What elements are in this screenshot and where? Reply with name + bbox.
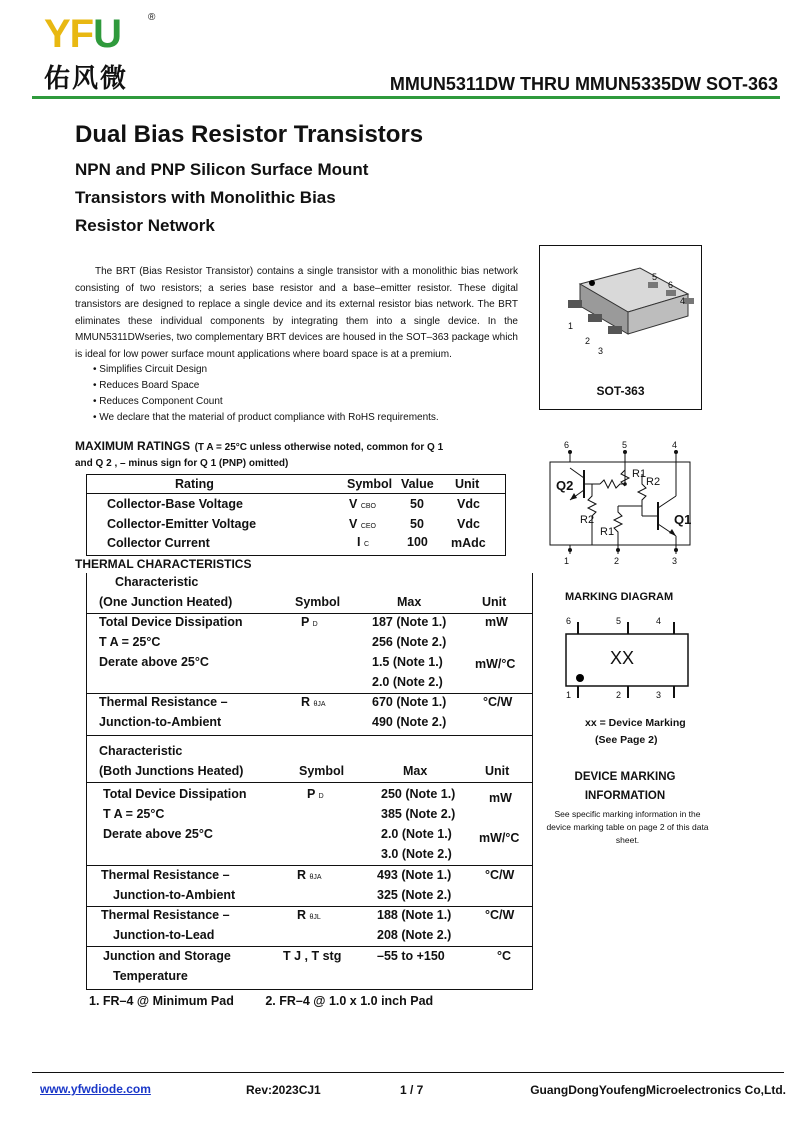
characteristic-cell: Junction-to-Ambient xyxy=(99,715,222,729)
feature-list xyxy=(93,362,533,426)
unit-cell: mW/°C xyxy=(475,657,516,671)
pin-label: 2 xyxy=(614,556,620,566)
rating-cell: Collector-Emitter Voltage xyxy=(107,517,257,531)
unit-cell: mW/°C xyxy=(479,831,520,845)
max-cell: 187 (Note 1.) xyxy=(372,615,447,629)
package-box xyxy=(539,245,702,410)
footer-company: GuangDongYoufengMicroelectronics Co,Ltd. xyxy=(530,1083,786,1097)
marking-code: XX xyxy=(610,648,635,668)
characteristic-cell: Junction-to-Ambient xyxy=(113,888,236,902)
characteristic-cell: T A = 25°C xyxy=(99,635,161,649)
max-cell: 490 (Note 2.) xyxy=(372,715,447,729)
pin-label: 1 xyxy=(564,556,570,566)
thermal-heading: THERMAL CHARACTERISTICS xyxy=(75,557,252,571)
max-cell: 325 (Note 2.) xyxy=(377,888,452,902)
col-header-symbol: Symbol xyxy=(347,477,393,491)
col-header-characteristic: Characteristic xyxy=(115,575,199,589)
marking-title: MARKING DIAGRAM xyxy=(565,591,674,603)
symbol-cell: R θJL xyxy=(297,908,321,922)
unit-cell: Vdc xyxy=(457,517,480,531)
value-cell: 50 xyxy=(410,517,424,531)
unit-cell: °C xyxy=(497,949,512,963)
description-text: The BRT (Bias Resistor Transistor) contains a single transistor with a monolithic bias network consisting of two resistors; a series base resistor and a base–emitter resistor. These digital transistors are designed to replace a single device and its external resistor bias network. The BRT eliminates these individual components by integrating them into a single device. In the MMUN5311DWseries, two complementary BRT devices are housed in the SOT–363 package which is ideal for low power surface mount applications where board space is at a premium. xyxy=(75,266,518,360)
max-cell: 1.5 (Note 1.) xyxy=(372,655,443,669)
q1-label: Q1 xyxy=(674,512,692,527)
max-cell: 188 (Note 1.) xyxy=(377,908,452,922)
characteristic-cell: Derate above 25°C xyxy=(103,827,213,841)
device-marking-text: See specific marking information in the device marking table on page 2 of this data sheet. xyxy=(546,809,709,845)
max-cell: –55 to +150 xyxy=(377,949,445,963)
col-header-unit: Unit xyxy=(482,595,507,609)
pin-label: 5 xyxy=(622,440,628,450)
max-ratings-table xyxy=(86,474,506,556)
brand-logo xyxy=(44,12,164,92)
logo-latin-u: U xyxy=(93,12,122,56)
symbol-cell: P D xyxy=(301,615,318,629)
col-header-value: Value xyxy=(401,477,434,491)
col-header-unit: Unit xyxy=(455,477,480,491)
footer-revision: Rev:2023CJ1 xyxy=(246,1083,321,1097)
col-header-symbol: Symbol xyxy=(299,764,345,778)
page-subtitle xyxy=(75,156,368,240)
unit-cell: Vdc xyxy=(457,497,480,511)
col-header-max: Max xyxy=(403,764,428,778)
pin-label: 4 xyxy=(680,296,686,306)
note-item: 1. FR–4 @ Minimum Pad xyxy=(89,994,234,1008)
feature-item: • Simplifies Circuit Design xyxy=(93,364,208,375)
characteristic-cell: Total Device Dissipation xyxy=(103,787,247,801)
pin-label: 5 xyxy=(616,616,622,626)
max-cell: 670 (Note 1.) xyxy=(372,695,447,709)
description xyxy=(75,264,518,363)
header-divider xyxy=(32,96,780,99)
pin-label: 2 xyxy=(616,690,622,700)
subtitle-line: Resistor Network xyxy=(75,216,215,235)
max-cell: 208 (Note 2.) xyxy=(377,928,452,942)
max-cell: 3.0 (Note 2.) xyxy=(381,847,452,861)
q2-label: Q2 xyxy=(556,478,574,493)
pin-label: 4 xyxy=(656,616,662,626)
marking-legend-1: xx = Device Marking xyxy=(585,717,686,729)
col-header-characteristic: Characteristic xyxy=(99,744,183,758)
col-header-rating: Rating xyxy=(175,477,214,491)
unit-cell: mAdc xyxy=(451,536,486,550)
characteristic-cell: T A = 25°C xyxy=(103,807,165,821)
symbol-cell: P D xyxy=(307,787,324,801)
characteristic-cell: Thermal Resistance – xyxy=(101,868,230,882)
subtitle-line: NPN and PNP Silicon Surface Mount xyxy=(75,160,369,179)
characteristic-cell: Total Device Dissipation xyxy=(99,615,243,629)
subtitle-line: Transistors with Monolithic Bias xyxy=(75,188,336,207)
circuit-schematic xyxy=(540,440,700,568)
r2-label-lower: R2 xyxy=(580,514,595,526)
max-cell: 256 (Note 2.) xyxy=(372,635,447,649)
rating-cell: Collector Current xyxy=(107,536,210,550)
logo-latin-yf: YF xyxy=(44,12,94,56)
max-ratings-heading xyxy=(75,437,443,455)
pin-label: 6 xyxy=(668,280,674,290)
marking-diagram xyxy=(558,612,698,708)
r1-label: R1 xyxy=(632,468,647,480)
max-ratings-note-2: and Q 2 , – minus sign for Q 1 (PNP) omitted) xyxy=(75,458,289,469)
pin-label: 1 xyxy=(568,321,574,331)
unit-cell: °C/W xyxy=(485,908,515,922)
symbol-cell: T J , T stg xyxy=(283,949,342,963)
device-marking-title-1: DEVICE MARKING xyxy=(574,771,676,783)
max-cell: 250 (Note 1.) xyxy=(381,787,456,801)
symbol-cell: V CEO xyxy=(349,517,376,531)
circuit-diagram xyxy=(540,440,700,568)
logo-chinese: 佑风微 xyxy=(44,64,129,94)
characteristic-cell: Thermal Resistance – xyxy=(101,908,230,922)
value-cell: 50 xyxy=(410,497,424,511)
table-notes xyxy=(89,994,433,1008)
col-header-characteristic-sub: (Both Junctions Heated) xyxy=(99,764,244,778)
col-header-symbol: Symbol xyxy=(295,595,341,609)
max-cell: 2.0 (Note 1.) xyxy=(381,827,452,841)
feature-item: • Reduces Component Count xyxy=(93,396,223,407)
footer-website-link[interactable]: www.yfwdiode.com xyxy=(40,1082,151,1096)
symbol-cell: I C xyxy=(357,535,370,549)
thermal-table xyxy=(86,573,533,990)
unit-cell: °C/W xyxy=(485,868,515,882)
footer-divider xyxy=(32,1072,784,1073)
unit-cell: mW xyxy=(485,615,508,629)
pin-label: 3 xyxy=(598,346,604,356)
pin-label: 6 xyxy=(564,440,570,450)
characteristic-cell: Temperature xyxy=(113,969,188,983)
symbol-cell: R θJA xyxy=(301,695,326,709)
col-header-max: Max xyxy=(397,595,422,609)
unit-cell: °C/W xyxy=(483,695,513,709)
characteristic-cell: Junction and Storage xyxy=(103,949,231,963)
device-marking-title-2: INFORMATION xyxy=(584,790,666,802)
max-cell: 2.0 (Note 2.) xyxy=(372,675,443,689)
max-cell: 385 (Note 2.) xyxy=(381,807,456,821)
unit-cell: mW xyxy=(489,791,512,805)
feature-item: • We declare that the material of product compliance with RoHS requirements. xyxy=(93,412,439,423)
pin-label: 3 xyxy=(656,690,662,700)
characteristic-cell: Derate above 25°C xyxy=(99,655,209,669)
note-item: 2. FR–4 @ 1.0 x 1.0 inch Pad xyxy=(265,994,434,1008)
pin-label: 4 xyxy=(672,440,678,450)
r2-label: R2 xyxy=(646,476,661,488)
pin-label: 2 xyxy=(585,336,591,346)
footer-page-number: 1 / 7 xyxy=(400,1083,424,1097)
value-cell: 100 xyxy=(407,535,428,549)
characteristic-cell: Junction-to-Lead xyxy=(113,928,215,942)
max-ratings-title: MAXIMUM RATINGS xyxy=(75,439,191,453)
pin-label: 6 xyxy=(566,616,572,626)
marking-legend-2: (See Page 2) xyxy=(595,734,658,746)
symbol-cell: R θJA xyxy=(297,868,322,882)
max-ratings-note: (T A = 25°C unless otherwise noted, common for Q 1 xyxy=(194,442,444,453)
feature-item: • Reduces Board Space xyxy=(93,380,200,391)
max-cell: 493 (Note 1.) xyxy=(377,868,452,882)
col-header-characteristic-sub: (One Junction Heated) xyxy=(99,595,233,609)
characteristic-cell: Thermal Resistance – xyxy=(99,695,228,709)
page-title: Dual Bias Resistor Transistors xyxy=(75,121,424,148)
r1-label-lower: R1 xyxy=(600,526,615,538)
registered-mark: ® xyxy=(148,12,156,23)
package-drawing xyxy=(540,246,701,376)
symbol-cell: V CBO xyxy=(349,497,376,511)
package-label: SOT-363 xyxy=(596,384,645,398)
pin-label: 1 xyxy=(566,690,572,700)
part-range: MMUN5311DW THRU MMUN5335DW SOT-363 xyxy=(389,74,778,94)
pin-label: 5 xyxy=(652,272,658,282)
pin-label: 3 xyxy=(672,556,678,566)
col-header-unit: Unit xyxy=(485,764,510,778)
rating-cell: Collector-Base Voltage xyxy=(107,497,243,511)
